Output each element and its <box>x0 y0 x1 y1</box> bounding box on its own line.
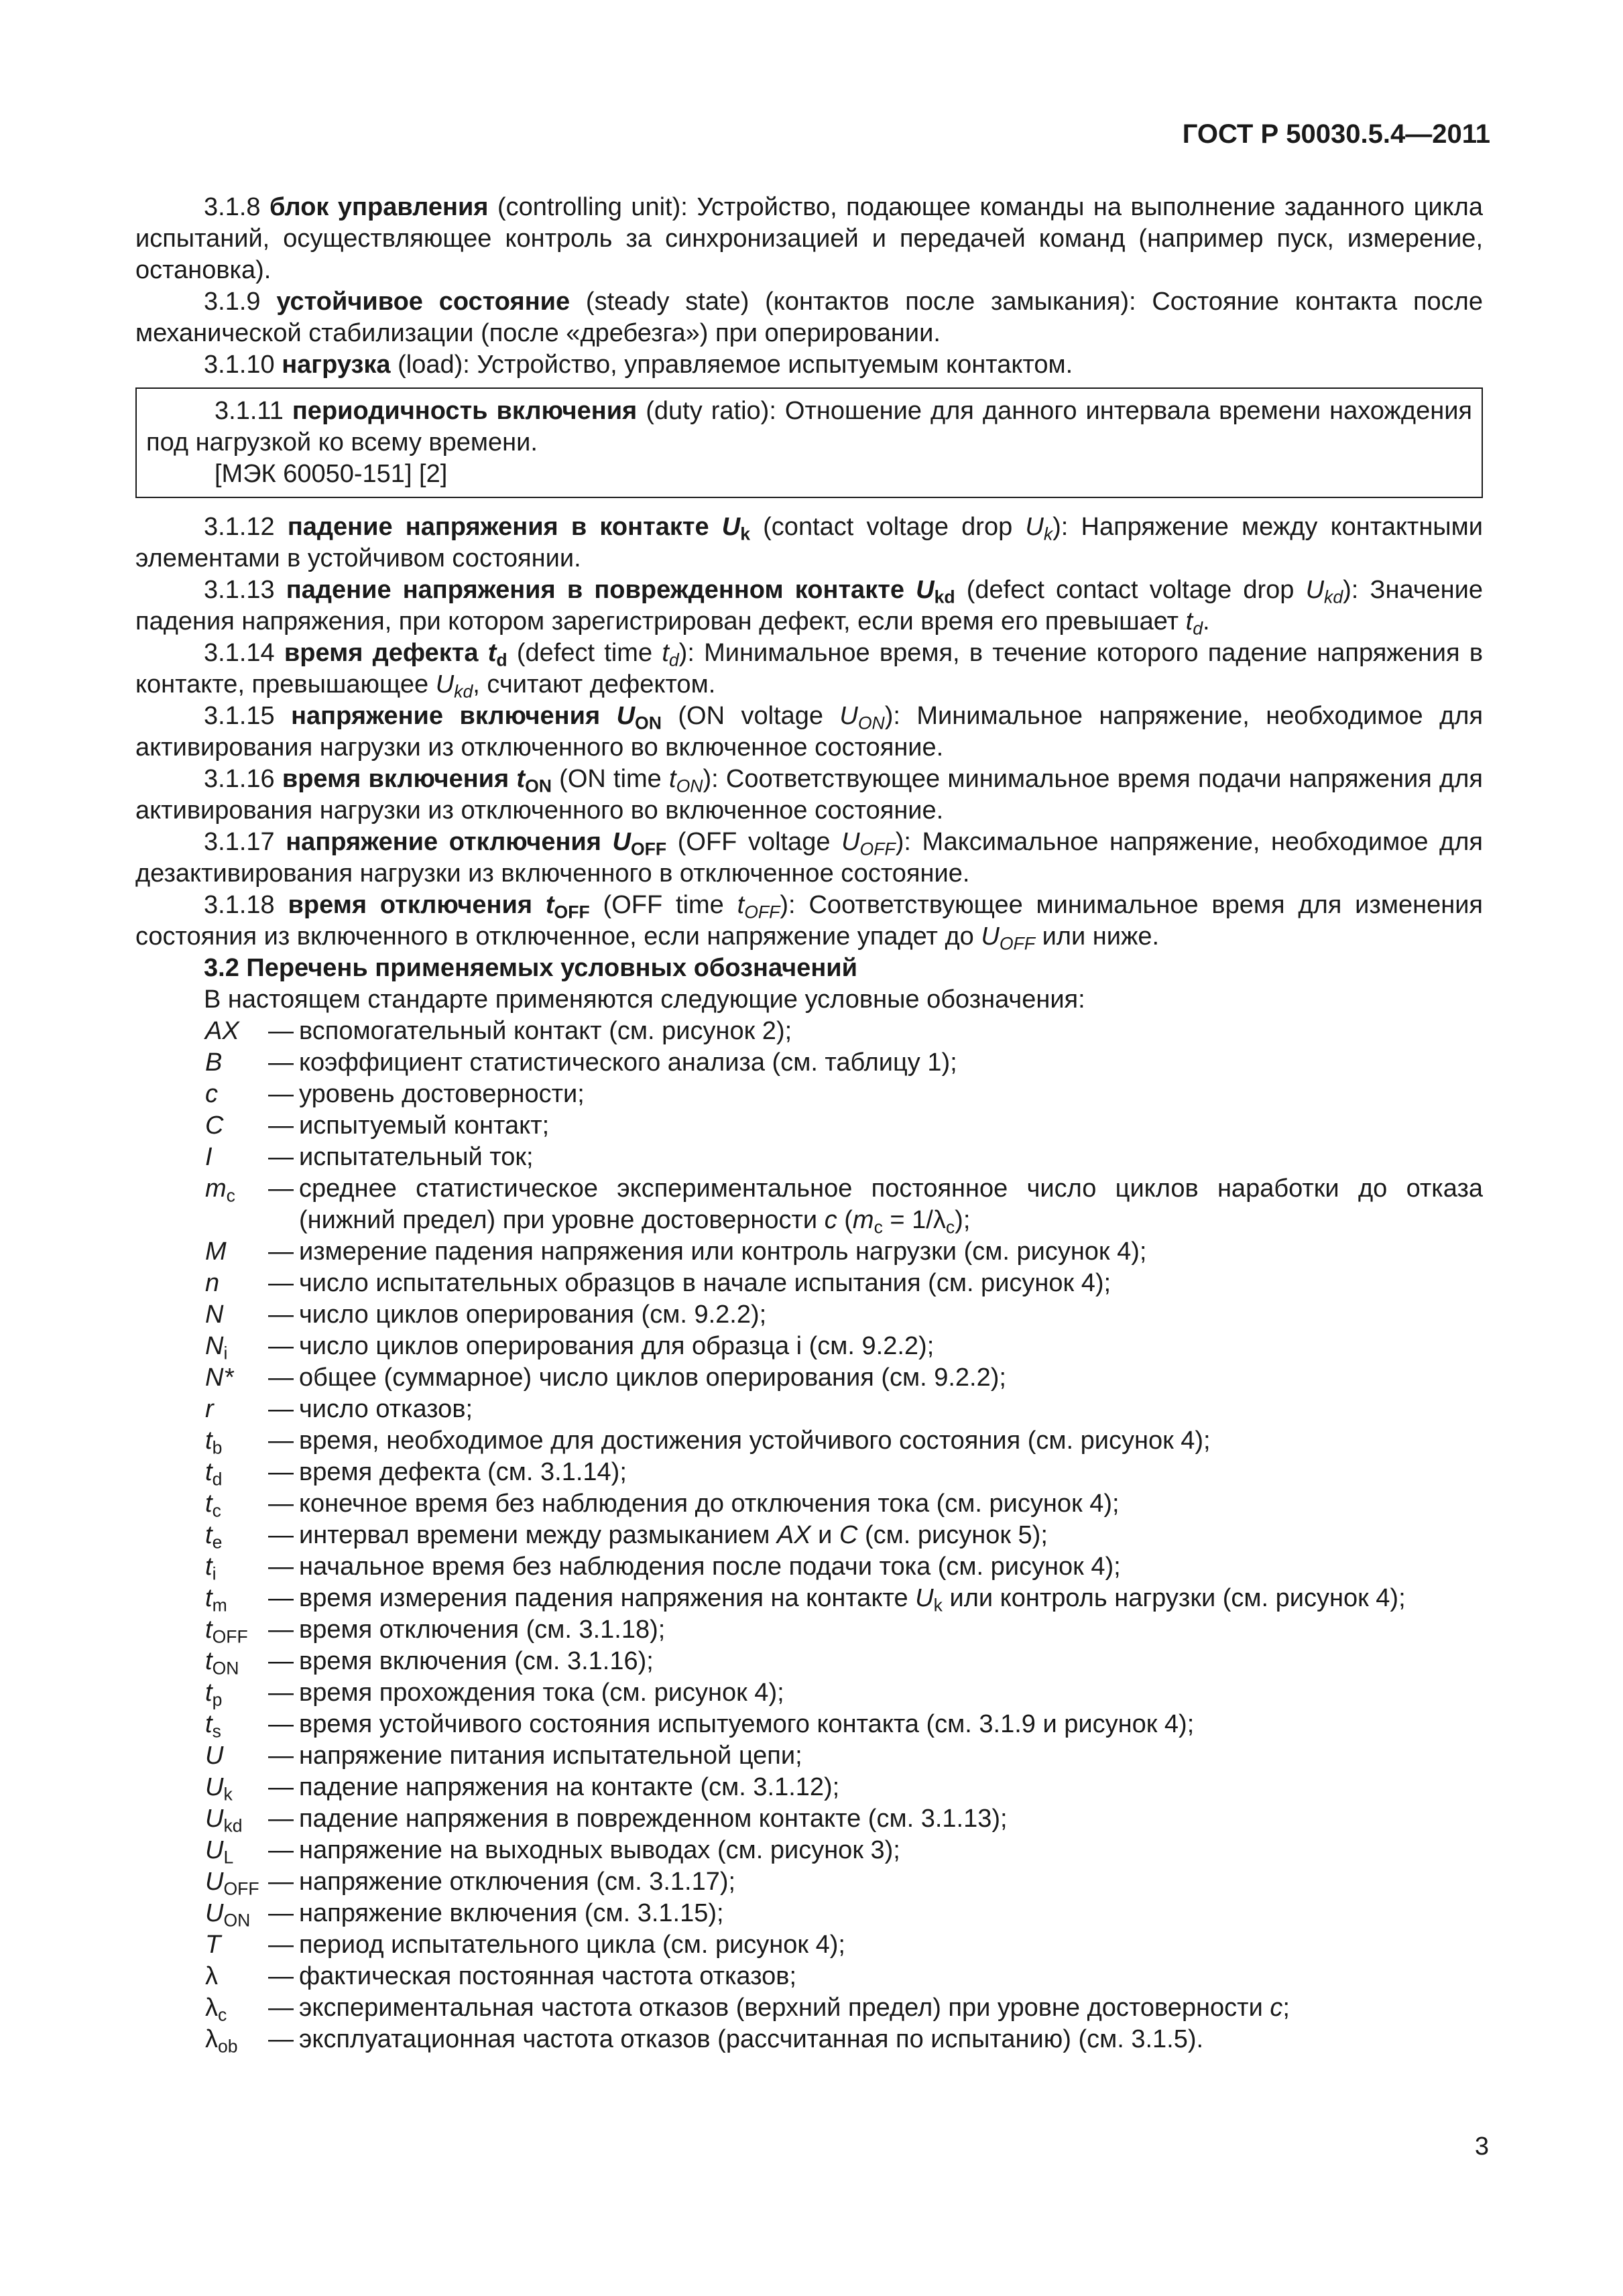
symbol-row-T <box>135 1929 1483 1961</box>
dash: — <box>268 1868 294 1896</box>
symbol-definition: число отказов; <box>299 1395 473 1423</box>
definition-end: или ниже. <box>1042 922 1160 951</box>
symbol-definition: испытуемый контакт; <box>299 1111 550 1140</box>
term-title: периодичность включения <box>292 397 638 425</box>
term-definition: ): Соответствующее минимальное время для изменения состояния из включенного в отключенное, если напряжение упадет до <box>135 891 1483 951</box>
symbol: $U_L$ <box>205 1836 234 1868</box>
symbol-row-te <box>135 1520 1483 1551</box>
term-title: устойчивое состояние <box>276 288 570 316</box>
symbol-definition: фактическая постоянная частота отказов; <box>299 1962 797 1990</box>
symbol-row-Uk <box>135 1772 1483 1803</box>
dash: — <box>268 1143 294 1171</box>
term-english-symbol: $U_{kd}$ <box>1305 576 1343 607</box>
dash: — <box>268 1080 294 1108</box>
symbol: $t_p$ <box>205 1679 223 1710</box>
symbol-row-tOFF <box>135 1614 1483 1646</box>
symbol-definition: измерение падения напряжения или контроль нагрузки (см. рисунок 4); <box>299 1237 1147 1266</box>
symbol-row-N <box>135 1299 1483 1331</box>
symbol-row-Nstar <box>135 1362 1483 1394</box>
symbol: $t_{OFF}$ <box>205 1616 248 1647</box>
term-title: падение напряжения в контакте <box>287 513 709 541</box>
symbol-definition: время измерения падения напряжения на контакте $U_k$ или контроль нагрузки (см. рисунок 4); <box>299 1584 1406 1616</box>
symbol-row-Ni <box>135 1331 1483 1362</box>
page-body <box>135 192 1483 2055</box>
dash: — <box>268 1584 294 1612</box>
term-symbol: $t_{OFF}$ <box>545 891 590 922</box>
definition-symbol: $U_{kd}$ <box>435 670 473 702</box>
symbol-row-ti <box>135 1551 1483 1583</box>
symbol-list <box>135 1016 1483 2055</box>
term-number: 3.1.9 <box>204 288 261 316</box>
term-3-1-8 <box>135 192 1483 286</box>
dash: — <box>268 1836 294 1864</box>
term-title: время включения <box>282 765 509 793</box>
dash: — <box>268 1017 294 1045</box>
dash: — <box>268 1395 294 1423</box>
symbol-row-B <box>135 1047 1483 1079</box>
symbol-definition: время включения (см. 3.1.16); <box>299 1647 654 1675</box>
term-english-symbol: $t_d$ <box>662 639 679 670</box>
term-number: 3.1.15 <box>204 702 275 730</box>
symbol: λ <box>205 1962 218 1990</box>
dash: — <box>268 1899 294 1927</box>
dash: — <box>268 1931 294 1959</box>
term-symbol: $t_{ON}$ <box>516 765 552 796</box>
symbol: $U_{kd}$ <box>205 1805 243 1836</box>
boxed-term-3-1-11 <box>135 387 1483 498</box>
symbol: N <box>205 1301 224 1329</box>
symbol: $t_e$ <box>205 1521 223 1553</box>
symbol: $t_i$ <box>205 1553 217 1584</box>
symbol-definition: вспомогательный контакт (см. рисунок 2); <box>299 1017 792 1045</box>
dash: — <box>268 1111 294 1140</box>
dash: — <box>268 1301 294 1329</box>
symbol: $\lambda_{ob}$ <box>205 2025 238 2057</box>
term-definition: Устройство, управляемое испытуемым контактом. <box>477 351 1073 379</box>
definition-symbol: $t_d$ <box>1185 607 1203 639</box>
symbol-definition: падение напряжения в поврежденном контакте (см. 3.1.13); <box>299 1805 1008 1833</box>
term-definition: ): Значение падения напряжения, при котором зарегистрирован дефект, если время его превышает <box>135 576 1484 636</box>
symbol-definition: напряжение питания испытательной цепи; <box>299 1742 802 1770</box>
term-definition: ): Минимальное время, в течение которого падение напряжения в контакте, превышающее <box>135 639 1484 699</box>
symbol: c <box>205 1080 218 1108</box>
symbol-row-lambda-ob <box>135 2024 1483 2055</box>
term-3-1-18 <box>135 890 1483 953</box>
symbol-definition: испытательный ток; <box>299 1143 534 1171</box>
term-3-1-17 <box>135 827 1483 890</box>
term-definition: Отношение для данного интервала времени нахождения под нагрузкой ко всему времени. <box>146 397 1473 457</box>
symbol-definition: экспериментальная частота отказов (верхний предел) при уровне достоверности c; <box>299 1994 1290 2022</box>
symbol-row-tc <box>135 1488 1483 1520</box>
symbol-definition: падение напряжения на контакте (см. 3.1.12); <box>299 1773 840 1801</box>
term-title: блок управления <box>269 193 489 221</box>
symbol-row-AX <box>135 1016 1483 1047</box>
symbol-definition: напряжение отключения (см. 3.1.17); <box>299 1868 736 1896</box>
symbol-row-lambda-c <box>135 1992 1483 2024</box>
section-title: 3.2 Перечень применяемых условных обозначений <box>204 954 857 982</box>
term-reference: [МЭК 60050-151] [2] <box>215 460 448 488</box>
symbol-row-Ukd <box>135 1803 1483 1835</box>
term-symbol: $U_{OFF}$ <box>612 828 667 859</box>
definition-symbol: $U_{OFF}$ <box>981 922 1036 954</box>
symbol-row-td <box>135 1457 1483 1488</box>
symbol-row-tp <box>135 1677 1483 1709</box>
symbol-definition: число циклов оперирования для образца i (см. 9.2.2); <box>299 1332 935 1360</box>
symbol-row-C <box>135 1110 1483 1142</box>
symbol: $U_k$ <box>205 1773 233 1805</box>
term-english: (steady state) (контактов после замыкания): <box>585 288 1136 316</box>
dash: — <box>268 1332 294 1360</box>
term-number: 3.1.8 <box>204 193 261 221</box>
term-number: 3.1.16 <box>204 765 275 793</box>
dash: — <box>268 1237 294 1266</box>
symbol-row-UL <box>135 1835 1483 1866</box>
symbol: T <box>205 1931 221 1959</box>
symbol-row-tb <box>135 1425 1483 1457</box>
term-english-symbol: $t_{ON}$ <box>669 765 703 796</box>
symbol-definition: уровень достоверности; <box>299 1080 585 1108</box>
term-number: 3.1.13 <box>204 576 275 604</box>
term-english: (controlling unit): <box>497 193 688 221</box>
symbol-definition: число испытательных образцов в начале испытания (см. рисунок 4); <box>299 1269 1111 1297</box>
dash: — <box>268 1742 294 1770</box>
definition-end: , считают дефектом. <box>473 670 716 699</box>
term-definition: ): Максимальное напряжение, необходимое для дезактивирования нагрузки из включенного в отключенное состояние. <box>135 828 1483 888</box>
term-number: 3.1.18 <box>204 891 275 919</box>
symbol: AX <box>205 1017 239 1045</box>
symbol-definition: коэффициент статистического анализа (см. таблицу 1); <box>299 1048 957 1077</box>
symbol-definition: эксплуатационная частота отказов (рассчитанная по испытанию) (см. 3.1.5). <box>299 2025 1204 2053</box>
term-3-1-10 <box>135 349 1483 381</box>
symbol-row-UON <box>135 1898 1483 1929</box>
symbol: $U_{OFF}$ <box>205 1868 259 1899</box>
symbol-row-UOFF <box>135 1866 1483 1898</box>
term-english-symbol: $U_{ON}$ <box>839 702 885 733</box>
term-title: нагрузка <box>282 351 391 379</box>
dash: — <box>268 2025 294 2053</box>
term-3-1-12 <box>135 511 1483 575</box>
symbol: r <box>205 1395 214 1423</box>
term-english: (defect time <box>516 639 653 667</box>
dash: — <box>268 1427 294 1455</box>
symbol: $t_{ON}$ <box>205 1647 239 1679</box>
symbol: N* <box>205 1364 234 1392</box>
term-definition: ): Минимальное напряжение, необходимое для активирования нагрузки из отключенного во включенное состояние. <box>135 702 1484 762</box>
symbol-definition: период испытательного цикла (см. рисунок 4); <box>299 1931 845 1959</box>
symbol: C <box>205 1111 224 1140</box>
symbol: $t_b$ <box>205 1427 223 1458</box>
symbol-row-tON <box>135 1646 1483 1677</box>
symbol-definition: общее (суммарное) число циклов оперирования (см. 9.2.2); <box>299 1364 1006 1392</box>
symbol-definition: начальное время без наблюдения после подачи тока (см. рисунок 4); <box>299 1553 1121 1581</box>
symbol: U <box>205 1742 224 1770</box>
symbol-definition: время отключения (см. 3.1.18); <box>299 1616 666 1644</box>
term-number: 3.1.14 <box>204 639 275 667</box>
term-title: напряжение включения <box>291 702 601 730</box>
term-symbol: $U_{kd}$ <box>916 576 955 607</box>
symbol-row-c <box>135 1079 1483 1110</box>
symbol-definition: напряжение включения (см. 3.1.15); <box>299 1899 724 1927</box>
dash: — <box>268 1962 294 1990</box>
symbol-definition: конечное время без наблюдения до отключения тока (см. рисунок 4); <box>299 1490 1120 1518</box>
symbol: $t_s$ <box>205 1710 221 1742</box>
dash: — <box>268 1048 294 1077</box>
term-number: 3.1.12 <box>204 513 275 541</box>
symbol-row-r <box>135 1394 1483 1425</box>
dash: — <box>268 1490 294 1518</box>
term-title: время отключения <box>288 891 533 919</box>
term-definition: Состояние контакта после механической стабилизации (после «дребезга») при оперировании. <box>135 288 1483 347</box>
term-english: (ON time <box>559 765 662 793</box>
symbol-row-I <box>135 1142 1483 1173</box>
symbol-definition: среднее статистическое экспериментальное постоянное число циклов наработки до отказа (нижний предел) при уровне достоверности c $(m_c = 1/\lambda_c)$; <box>299 1174 1483 1237</box>
dash: — <box>268 1458 294 1486</box>
symbol-row-U <box>135 1740 1483 1772</box>
symbol-definition: время устойчивого состояния испытуемого контакта (см. 3.1.9 и рисунок 4); <box>299 1710 1195 1738</box>
term-symbol: $U_{ON}$ <box>616 702 662 733</box>
term-3-1-11 <box>146 396 1472 459</box>
definition-end: . <box>1202 607 1210 636</box>
term-english: (load): <box>398 351 470 379</box>
symbol: $t_d$ <box>205 1458 223 1490</box>
symbol-row-ts <box>135 1709 1483 1740</box>
term-symbol: $U_k$ <box>721 513 750 544</box>
term-3-1-13 <box>135 575 1483 638</box>
symbol: I <box>205 1143 213 1171</box>
symbol: $m_c$ <box>205 1174 235 1206</box>
symbol-row-tm <box>135 1583 1483 1614</box>
symbol-definition: время, необходимое для достижения устойчивого состояния (см. рисунок 4); <box>299 1427 1211 1455</box>
term-english: (ON voltage <box>678 702 823 730</box>
term-title: напряжение отключения <box>286 828 601 856</box>
dash: — <box>268 1805 294 1833</box>
term-3-1-15 <box>135 701 1483 764</box>
symbol-row-M <box>135 1236 1483 1268</box>
term-symbol: $t_d$ <box>487 639 507 670</box>
symbol-row-mc <box>135 1173 1483 1236</box>
dash: — <box>268 1710 294 1738</box>
dash: — <box>268 1521 294 1549</box>
symbol: $t_m$ <box>205 1584 227 1616</box>
term-3-1-16 <box>135 764 1483 827</box>
section-intro: В настоящем стандарте применяются следующие условные обозначения: <box>204 985 1085 1014</box>
dash: — <box>268 1553 294 1581</box>
term-3-1-14 <box>135 638 1483 701</box>
dash: — <box>268 1994 294 2022</box>
symbol: $U_{ON}$ <box>205 1899 251 1931</box>
symbol-definition: напряжение на выходных выводах (см. рисунок 3); <box>299 1836 900 1864</box>
dash: — <box>268 1647 294 1675</box>
term-title: падение напряжения в поврежденном контакте <box>286 576 904 604</box>
term-english: (OFF time <box>603 891 724 919</box>
term-english-symbol: $U_{OFF}$ <box>841 828 896 859</box>
dash: — <box>268 1616 294 1644</box>
page-number: 3 <box>1474 2132 1489 2161</box>
term-definition: ): Напряжение между контактными элементами в устойчивом состоянии. <box>135 513 1483 572</box>
symbol: $\lambda_c$ <box>205 1994 227 2025</box>
symbol-definition: интервал времени между размыканием AX и C (см. рисунок 5); <box>299 1521 1048 1549</box>
symbol-definition: время прохождения тока (см. рисунок 4); <box>299 1679 784 1707</box>
term-english: (duty ratio): <box>646 397 776 425</box>
term-definition: Устройство, подающее команды на выполнение заданного цикла испытаний, осуществляющее контроль за синхронизацией и передачей команд (например пуск, измерение, остановка). <box>135 193 1483 284</box>
dash: — <box>268 1364 294 1392</box>
symbol-row-n <box>135 1268 1483 1299</box>
term-3-1-9 <box>135 286 1483 349</box>
term-english-symbol: $t_{OFF}$ <box>737 891 780 922</box>
symbol: M <box>205 1237 227 1266</box>
symbol-definition: время дефекта (см. 3.1.14); <box>299 1458 627 1486</box>
symbol: $t_c$ <box>205 1490 221 1521</box>
term-english: (contact voltage drop <box>763 513 1013 541</box>
symbol: n <box>205 1269 220 1297</box>
dash: — <box>268 1269 294 1297</box>
term-number: 3.1.11 <box>215 397 284 425</box>
dash: — <box>268 1174 294 1203</box>
standard-header: ГОСТ Р 50030.5.4—2011 <box>1182 119 1490 149</box>
term-english-symbol: $U_k$ <box>1025 513 1053 544</box>
dash: — <box>268 1773 294 1801</box>
term-number: 3.1.17 <box>204 828 275 856</box>
term-number: 3.1.10 <box>204 351 275 379</box>
term-english: (OFF voltage <box>677 828 831 856</box>
term-english: (defect contact voltage drop <box>966 576 1295 604</box>
dash: — <box>268 1679 294 1707</box>
symbol: B <box>205 1048 223 1077</box>
symbol-row-lambda <box>135 1961 1483 1992</box>
term-definition: ): Соответствующее минимальное время подачи напряжения для активирования нагрузки из отключенного во включенное состояние. <box>135 765 1483 825</box>
term-title: время дефекта <box>284 639 479 667</box>
symbol-definition: число циклов оперирования (см. 9.2.2); <box>299 1301 767 1329</box>
symbol: $N_i$ <box>205 1332 228 1364</box>
